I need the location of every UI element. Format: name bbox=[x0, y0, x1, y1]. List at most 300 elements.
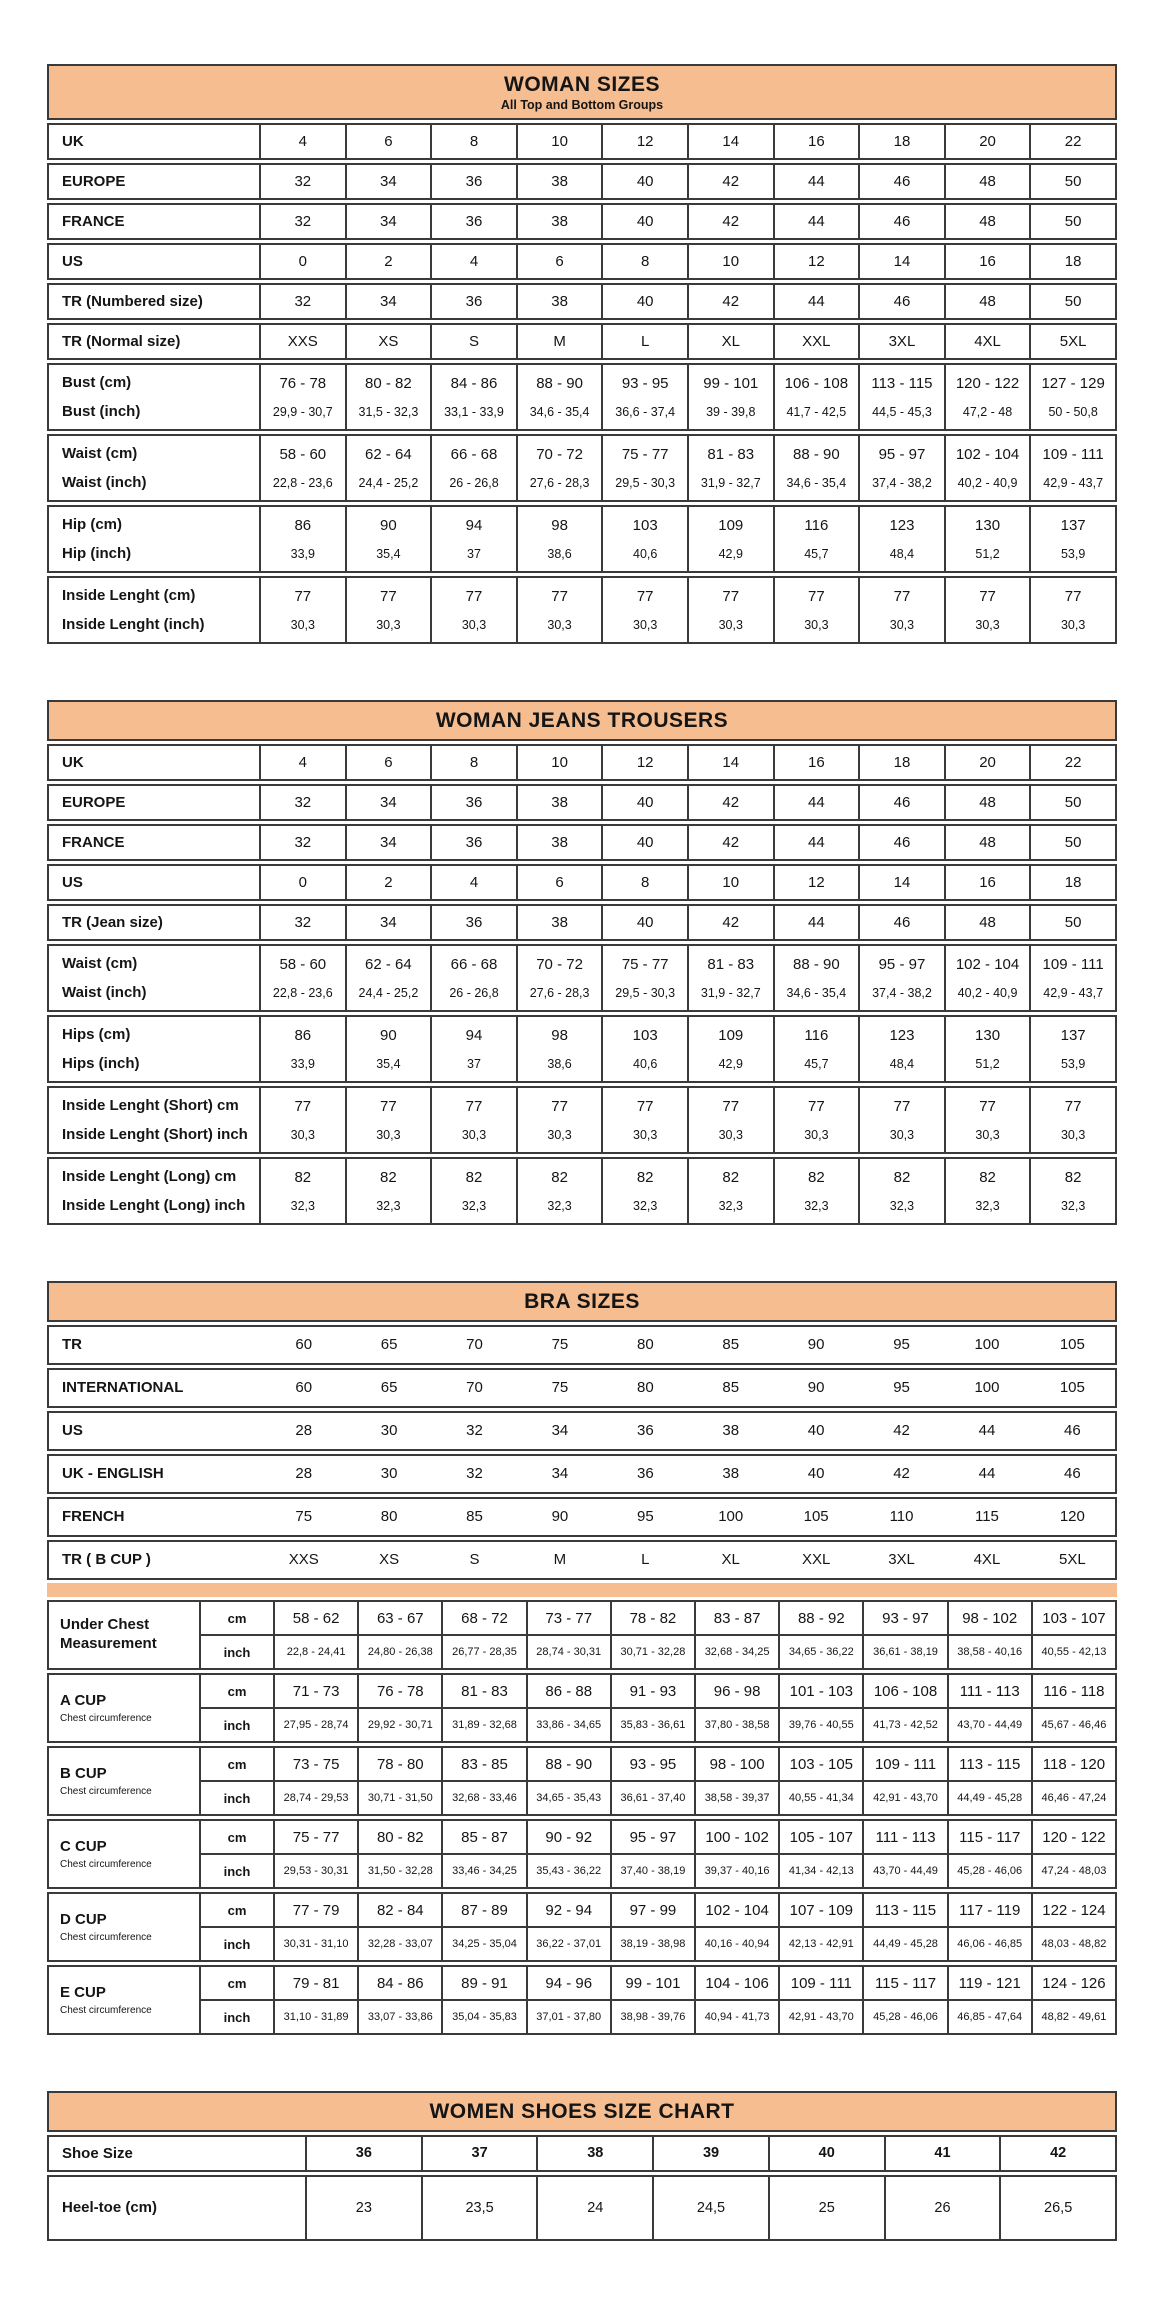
cell-value: 73 - 75 bbox=[275, 1748, 359, 1780]
cell-value: 3XL bbox=[888, 332, 916, 350]
cell-value: 46,06 - 46,85 bbox=[949, 1928, 1033, 1960]
cell-value: 29,5 - 30,3 bbox=[615, 475, 676, 490]
row-label: Bust (inch) bbox=[62, 402, 141, 420]
cell-value: 81 - 83 bbox=[707, 955, 755, 973]
cell-value: XXS bbox=[288, 1551, 319, 1569]
cell-value: 46,46 - 47,24 bbox=[1041, 1792, 1107, 1804]
cell-value: 58 - 60 bbox=[279, 955, 327, 973]
table-cell bbox=[261, 165, 347, 198]
cell-value: 46 bbox=[1064, 1465, 1081, 1483]
table-row bbox=[47, 2135, 1117, 2172]
table-cell bbox=[518, 866, 604, 899]
cup-sublabel: Chest circumference bbox=[60, 1712, 152, 1724]
table-cell bbox=[859, 1456, 944, 1492]
table-cell bbox=[773, 1456, 858, 1492]
row-label: Inside Lenght (inch) bbox=[62, 615, 205, 633]
cell-value: 34 bbox=[380, 833, 397, 851]
table-cell bbox=[307, 2137, 423, 2170]
cell-value: 38,6 bbox=[547, 546, 572, 561]
table-cell bbox=[347, 245, 433, 278]
table-cell bbox=[432, 507, 518, 571]
table-cell bbox=[886, 2177, 1002, 2239]
cell-value: 70 bbox=[466, 1336, 483, 1354]
cell-value: 113 - 115 bbox=[949, 1748, 1033, 1780]
cell-value: 76 - 78 bbox=[279, 374, 327, 392]
table-cell bbox=[946, 826, 1032, 859]
table-cell bbox=[859, 1370, 944, 1406]
table-cell bbox=[261, 866, 347, 899]
table-cell bbox=[603, 906, 689, 939]
cell-value: 27,6 - 28,3 bbox=[529, 475, 590, 490]
table-cell bbox=[773, 1370, 858, 1406]
cup-sublabel: Chest circumference bbox=[60, 1858, 152, 1870]
cell-value: 116 bbox=[804, 1026, 829, 1044]
cell-value: 34 bbox=[380, 212, 397, 230]
cell-value: 38,58 - 39,37 bbox=[696, 1782, 780, 1814]
cell-value: 37,4 - 38,2 bbox=[872, 475, 932, 490]
cell-value: 46,85 - 47,64 bbox=[949, 2001, 1033, 2033]
table-cell bbox=[603, 1542, 688, 1578]
table-cell bbox=[773, 1499, 858, 1535]
cell-value: 122 - 124 bbox=[1042, 1901, 1106, 1919]
cell-value: 32 bbox=[294, 212, 312, 230]
cell-value: 8 bbox=[469, 753, 479, 771]
table-cell bbox=[347, 866, 433, 899]
row-label: US bbox=[62, 1422, 83, 1439]
row-label: Heel-toe (cm) bbox=[62, 2199, 158, 2216]
cell-value: 80 - 82 bbox=[365, 374, 412, 392]
table-cell bbox=[347, 578, 433, 642]
table-cell bbox=[946, 1017, 1032, 1081]
cell-value: 105 bbox=[1059, 1379, 1085, 1397]
shoes-size-table bbox=[47, 2091, 1117, 2241]
cell-value: 32,3 bbox=[376, 1198, 401, 1213]
cell-value: 30 bbox=[380, 1422, 398, 1440]
table-cell bbox=[860, 436, 946, 500]
table-cell bbox=[432, 245, 518, 278]
cell-value: 36 bbox=[465, 172, 483, 190]
cell-value: 104 - 106 bbox=[696, 1967, 780, 1999]
table-cell bbox=[518, 325, 604, 358]
cell-value: 93 - 97 bbox=[864, 1602, 948, 1634]
table-row bbox=[47, 1454, 1117, 1494]
table-cell bbox=[517, 1499, 602, 1535]
cell-value: 81 - 83 bbox=[443, 1675, 527, 1707]
table-cell bbox=[518, 507, 604, 571]
cell-value: 119 - 121 bbox=[949, 1967, 1033, 1999]
cell-value: 103 - 105 bbox=[780, 1748, 864, 1780]
cell-value: 105 bbox=[803, 1508, 829, 1526]
cell-value: 42 bbox=[722, 793, 740, 811]
cup-subrow-cm bbox=[201, 1748, 1115, 1782]
cell-value: L bbox=[641, 1551, 650, 1569]
cell-value: 16 bbox=[808, 753, 825, 771]
table-cell bbox=[518, 436, 604, 500]
cell-value: 24,4 - 25,2 bbox=[358, 475, 419, 490]
cell-value: 116 - 118 bbox=[1043, 1682, 1105, 1700]
cell-value: 46 bbox=[893, 292, 911, 310]
cell-value: 36 bbox=[465, 833, 483, 851]
cell-value: 68 - 72 bbox=[443, 1602, 527, 1634]
cell-value: 38 bbox=[587, 2145, 604, 2162]
row-label: UK bbox=[62, 132, 84, 150]
cup-block-row bbox=[47, 1673, 1117, 1743]
cell-value: 62 - 64 bbox=[365, 955, 412, 973]
table-cell bbox=[946, 946, 1032, 1010]
table-cell bbox=[1031, 325, 1115, 358]
row-label: Shoe Size bbox=[62, 2144, 133, 2162]
row-label: TR bbox=[62, 1336, 82, 1353]
cell-value: 37,01 - 37,80 bbox=[528, 2001, 612, 2033]
cell-value: 6 bbox=[555, 252, 564, 270]
table-cell bbox=[603, 125, 689, 158]
table-cell bbox=[944, 1499, 1029, 1535]
bra-cup-body bbox=[47, 1600, 1117, 2035]
cell-value: 14 bbox=[722, 132, 740, 150]
table-cell bbox=[689, 786, 775, 819]
row-label-cell bbox=[49, 1088, 261, 1152]
cell-value: 77 bbox=[551, 587, 568, 605]
table-cell bbox=[432, 165, 518, 198]
cell-value: 30,3 bbox=[889, 1127, 915, 1142]
cell-value: 84 - 86 bbox=[450, 374, 498, 392]
cell-value: 45,28 - 46,06 bbox=[864, 2001, 948, 2033]
cell-value: 38,6 bbox=[547, 1056, 572, 1071]
table-row bbox=[47, 243, 1117, 280]
table-cell bbox=[859, 1499, 944, 1535]
cell-value: 48 bbox=[979, 212, 996, 230]
cell-value: 30,3 bbox=[718, 617, 743, 632]
cell-value: L bbox=[641, 332, 650, 350]
table-cell bbox=[518, 1159, 604, 1223]
table-cell bbox=[518, 1017, 604, 1081]
cell-value: 38 bbox=[551, 292, 568, 310]
table-cell bbox=[346, 1456, 431, 1492]
table-cell bbox=[688, 1370, 773, 1406]
table-cell bbox=[432, 1159, 518, 1223]
table-cell bbox=[432, 578, 518, 642]
table-cell bbox=[261, 826, 347, 859]
cell-value: 96 - 98 bbox=[696, 1675, 780, 1707]
cell-value: 82 bbox=[1064, 1168, 1082, 1186]
table-cell bbox=[1031, 1159, 1115, 1223]
cell-value: 44,49 - 45,28 bbox=[864, 1928, 948, 1960]
row-label: Hip (inch) bbox=[62, 544, 132, 562]
cell-value: 32,68 - 33,46 bbox=[443, 1782, 527, 1814]
cup-values bbox=[201, 1894, 1115, 1960]
table-cell bbox=[1030, 1542, 1115, 1578]
cell-value: 31,89 - 32,68 bbox=[443, 1709, 527, 1741]
cell-value: 84 - 86 bbox=[359, 1967, 443, 1999]
cell-value: 22 bbox=[1064, 753, 1082, 771]
shoes-body bbox=[47, 2135, 1117, 2241]
cell-value: 38,58 - 40,16 bbox=[949, 1636, 1033, 1668]
table-cell bbox=[432, 436, 518, 500]
table-cell bbox=[347, 125, 433, 158]
row-label-cell bbox=[49, 507, 261, 571]
cell-value: 33,07 - 33,86 bbox=[359, 2001, 443, 2033]
table-cell bbox=[689, 205, 775, 238]
cell-value: 99 - 101 bbox=[703, 374, 759, 392]
cell-value: 32,3 bbox=[889, 1198, 915, 1213]
table-cell bbox=[517, 1327, 602, 1363]
cell-value: 88 - 92 bbox=[780, 1602, 864, 1634]
table-cell bbox=[603, 1499, 688, 1535]
table-cell bbox=[1031, 1088, 1115, 1152]
cell-value: 30,3 bbox=[547, 1127, 572, 1142]
cell-value: 36,61 - 37,40 bbox=[612, 1782, 696, 1814]
table-cell bbox=[538, 2137, 654, 2170]
cell-value: XXL bbox=[801, 1551, 831, 1569]
cell-value: 85 bbox=[722, 1379, 740, 1397]
cell-value: 58 - 62 bbox=[275, 1602, 359, 1634]
table-row bbox=[47, 904, 1117, 941]
cell-value: 40 bbox=[807, 1422, 825, 1440]
cell-value: 48,4 bbox=[889, 1056, 915, 1071]
table-cell bbox=[261, 786, 347, 819]
cell-value: 77 bbox=[294, 1097, 312, 1115]
cell-value: 82 bbox=[380, 1168, 397, 1186]
table-cell bbox=[689, 866, 775, 899]
unit-label: inch bbox=[201, 1855, 275, 1887]
table-cell bbox=[432, 866, 518, 899]
table-cell bbox=[603, 786, 689, 819]
cell-value: 38 bbox=[551, 172, 568, 190]
cell-value: 40,55 - 41,34 bbox=[780, 1782, 864, 1814]
cell-value: 77 bbox=[893, 1097, 911, 1115]
cell-value: 42,9 bbox=[718, 546, 743, 561]
cell-value: 4 bbox=[469, 873, 479, 891]
cell-value: 45,67 - 46,46 bbox=[1041, 1719, 1107, 1731]
table-cell bbox=[261, 1327, 346, 1363]
cup-block-row bbox=[47, 1965, 1117, 2035]
table-cell bbox=[946, 1159, 1032, 1223]
row-label-cell bbox=[49, 1159, 261, 1223]
table-cell bbox=[432, 205, 518, 238]
cell-value: 93 - 95 bbox=[621, 374, 669, 392]
table-cell bbox=[261, 285, 347, 318]
table-cell bbox=[773, 1413, 858, 1449]
cell-value: 33,9 bbox=[290, 1056, 315, 1071]
table-cell bbox=[860, 507, 946, 571]
cell-value: 77 bbox=[893, 587, 911, 605]
table-cell bbox=[347, 746, 433, 779]
cell-value: XL bbox=[721, 332, 740, 350]
cell-value: 18 bbox=[1064, 252, 1082, 270]
cell-value: 31,9 - 32,7 bbox=[700, 475, 761, 490]
cell-value: 12 bbox=[636, 132, 654, 150]
cell-value: S bbox=[468, 332, 479, 350]
cell-value: 113 - 115 bbox=[864, 1894, 948, 1926]
table-cell bbox=[518, 285, 604, 318]
cell-value: 16 bbox=[979, 252, 996, 270]
cell-value: 76 - 78 bbox=[359, 1675, 443, 1707]
cup-values bbox=[201, 1675, 1115, 1741]
table-cell bbox=[603, 1017, 689, 1081]
table-cell bbox=[347, 285, 433, 318]
table-cell bbox=[775, 507, 861, 571]
table-cell bbox=[860, 746, 946, 779]
cell-value: 22,8 - 24,41 bbox=[275, 1636, 359, 1668]
cell-value: XXL bbox=[802, 332, 831, 350]
table-cell bbox=[775, 165, 861, 198]
cell-value: 29,92 - 30,71 bbox=[359, 1709, 443, 1741]
cell-value: 109 - 111 bbox=[864, 1748, 948, 1780]
table-cell bbox=[261, 125, 347, 158]
table-cell bbox=[1031, 365, 1115, 429]
cell-value: 30,3 bbox=[975, 1127, 1000, 1142]
cell-value: 46 bbox=[893, 793, 911, 811]
cup-name: E CUP bbox=[60, 1984, 106, 2002]
table-cell bbox=[1031, 786, 1115, 819]
table-cell bbox=[518, 786, 604, 819]
cell-value: 34,6 - 35,4 bbox=[529, 404, 590, 419]
table-cell bbox=[347, 826, 433, 859]
cell-value: 40,6 bbox=[633, 1056, 658, 1071]
table-cell bbox=[603, 578, 689, 642]
cell-value: 42,9 - 43,7 bbox=[1043, 985, 1104, 1000]
row-label-cell bbox=[49, 906, 261, 939]
cell-value: 82 - 84 bbox=[359, 1894, 443, 1926]
table-cell bbox=[775, 746, 861, 779]
cell-value: 77 bbox=[294, 587, 312, 605]
table-cell bbox=[689, 325, 775, 358]
cell-value: 77 bbox=[722, 1097, 740, 1115]
cell-value: 42,91 - 43,70 bbox=[864, 1782, 948, 1814]
cell-value: 44 bbox=[808, 172, 825, 190]
cell-value: 77 bbox=[465, 587, 483, 605]
cell-value: 48 bbox=[979, 833, 996, 851]
cell-value: 41 bbox=[934, 2145, 951, 2162]
table-cell bbox=[432, 365, 518, 429]
cell-value: 78 - 80 bbox=[359, 1748, 443, 1780]
cell-value: 100 bbox=[974, 1379, 1000, 1397]
cell-value: 66 - 68 bbox=[450, 445, 498, 463]
cell-value: 78 - 82 bbox=[612, 1602, 696, 1634]
table-cell bbox=[346, 1370, 431, 1406]
cup-subrow-inch bbox=[201, 1855, 1115, 1887]
cell-value: 110 bbox=[889, 1508, 914, 1526]
cell-value: 38 bbox=[722, 1422, 740, 1440]
cup-subrow-cm bbox=[201, 1894, 1115, 1928]
cell-value: 109 bbox=[718, 516, 744, 534]
cell-value: 32,3 bbox=[804, 1198, 829, 1213]
table-cell bbox=[603, 165, 689, 198]
cell-value: 38 bbox=[551, 833, 568, 851]
cell-value: 32,3 bbox=[547, 1198, 572, 1213]
table-cell bbox=[603, 245, 689, 278]
cell-value: 88 - 90 bbox=[793, 445, 840, 463]
table-cell bbox=[689, 578, 775, 642]
row-label-cell bbox=[49, 1017, 261, 1081]
table-cell bbox=[946, 245, 1032, 278]
cell-value: 34 bbox=[380, 172, 397, 190]
table-cell bbox=[860, 165, 946, 198]
table-cell bbox=[1030, 1413, 1115, 1449]
table-cell bbox=[261, 946, 347, 1010]
table-cell bbox=[538, 2177, 654, 2239]
table-cell bbox=[517, 1370, 602, 1406]
cell-value: 130 bbox=[975, 1026, 1001, 1044]
cup-subrow-inch bbox=[201, 2001, 1115, 2033]
table-cell bbox=[860, 946, 946, 1010]
table-cell bbox=[946, 1088, 1032, 1152]
cell-value: 101 - 103 bbox=[780, 1675, 864, 1707]
cell-value: 30,3 bbox=[1060, 617, 1086, 632]
table-cell bbox=[860, 1017, 946, 1081]
row-label: Hip (cm) bbox=[62, 515, 122, 533]
cell-value: 91 - 93 bbox=[612, 1675, 696, 1707]
cell-value: 123 bbox=[889, 516, 915, 534]
table-cell bbox=[689, 1088, 775, 1152]
cell-value: 33,46 - 34,25 bbox=[443, 1855, 527, 1887]
table-cell bbox=[946, 507, 1032, 571]
cell-value: 44 bbox=[808, 913, 825, 931]
cell-value: 42 bbox=[893, 1422, 910, 1440]
cell-value: 90 bbox=[551, 1508, 569, 1526]
cell-value: 4 bbox=[298, 132, 307, 150]
table-cell bbox=[347, 1088, 433, 1152]
table-row bbox=[47, 283, 1117, 320]
table-title: WOMAN SIZES bbox=[504, 73, 660, 96]
table-cell bbox=[261, 205, 347, 238]
table-cell bbox=[775, 285, 861, 318]
table-cell bbox=[603, 285, 689, 318]
cell-value: 82 bbox=[465, 1168, 483, 1186]
table-cell bbox=[261, 1088, 347, 1152]
table-cell bbox=[689, 1159, 775, 1223]
cell-value: 88 - 90 bbox=[536, 374, 583, 392]
cell-value: 77 bbox=[979, 1097, 996, 1115]
cell-value: 37,4 - 38,2 bbox=[872, 985, 932, 1000]
cell-value: 50 bbox=[1064, 292, 1082, 310]
cell-value: 33,9 bbox=[290, 546, 315, 561]
table-cell bbox=[261, 325, 347, 358]
cell-value: 86 bbox=[294, 1026, 312, 1044]
cell-value: 41,7 - 42,5 bbox=[786, 404, 847, 419]
cell-value: 44 bbox=[978, 1422, 996, 1440]
cell-value: 103 bbox=[632, 516, 658, 534]
cell-value: 77 bbox=[808, 1097, 825, 1115]
row-label-cell bbox=[49, 205, 261, 238]
cell-value: 32,3 bbox=[461, 1198, 487, 1213]
cell-value: 38 bbox=[551, 793, 568, 811]
cell-value: 32 bbox=[466, 1422, 483, 1440]
table-cell bbox=[860, 1088, 946, 1152]
woman-jeans-table bbox=[47, 700, 1117, 1225]
table-cell bbox=[261, 1542, 346, 1578]
woman-sizes-header bbox=[47, 64, 1117, 120]
cup-subrow-cm bbox=[201, 1675, 1115, 1709]
cell-value: 30,3 bbox=[376, 1127, 401, 1142]
table-cell bbox=[603, 946, 689, 1010]
table-cell bbox=[1031, 436, 1115, 500]
cell-value: 30,3 bbox=[975, 617, 1000, 632]
row-label-cell bbox=[49, 866, 261, 899]
cell-value: 23 bbox=[355, 2199, 372, 2216]
cell-value: 83 - 87 bbox=[696, 1602, 780, 1634]
table-cell bbox=[603, 205, 689, 238]
cell-value: 99 - 101 bbox=[612, 1967, 696, 1999]
row-label-cell bbox=[49, 2177, 307, 2239]
cell-value: 90 bbox=[380, 516, 397, 534]
table-cell bbox=[603, 1327, 688, 1363]
table-cell bbox=[944, 1370, 1029, 1406]
cell-value: 39 - 39,8 bbox=[706, 404, 756, 419]
cup-subrow-cm bbox=[201, 1602, 1115, 1636]
cell-value: 98 - 100 bbox=[696, 1748, 780, 1780]
table-row bbox=[47, 163, 1117, 200]
